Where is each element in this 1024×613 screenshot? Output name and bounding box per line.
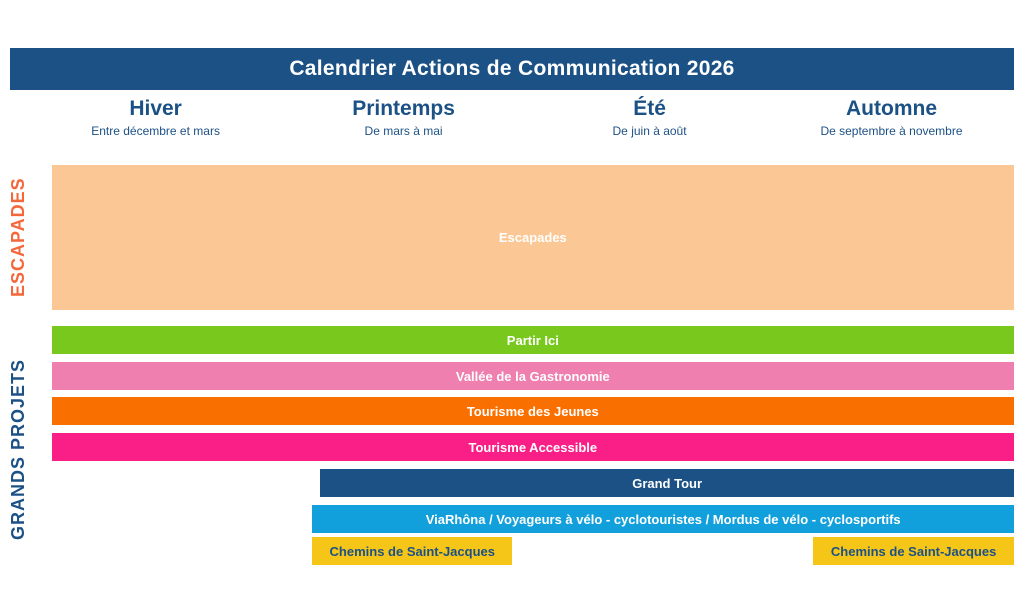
gantt-bar-label: Escapades bbox=[498, 230, 567, 245]
season-header-1 bbox=[36, 96, 276, 140]
gantt-bar-label: Tourisme Accessible bbox=[468, 439, 598, 455]
gantt-bar[interactable] bbox=[312, 505, 1014, 533]
gantt-bar-label: Tourisme des Jeunes bbox=[466, 403, 599, 419]
season-name: Été bbox=[633, 97, 666, 120]
group-label-escapades: ESCAPADES bbox=[8, 177, 28, 298]
season-range: De juin à août bbox=[612, 124, 687, 138]
gantt-bar[interactable] bbox=[52, 397, 1014, 425]
season-header-4 bbox=[772, 96, 1012, 140]
gantt-bar[interactable] bbox=[52, 165, 1014, 310]
gantt-bar[interactable] bbox=[52, 433, 1014, 461]
season-name: Printemps bbox=[352, 97, 455, 120]
gantt-bar[interactable] bbox=[312, 537, 512, 565]
page-title-bar bbox=[10, 48, 1014, 90]
season-header-3 bbox=[530, 96, 770, 140]
group-label-grands-projets: GRANDS PROJETS bbox=[8, 358, 28, 540]
season-name: Hiver bbox=[129, 97, 182, 120]
gantt-bar-label: Grand Tour bbox=[632, 475, 703, 491]
gantt-bar-label: Chemins de Saint-Jacques bbox=[329, 543, 495, 559]
gantt-bar-label: Vallée de la Gastronomie bbox=[455, 368, 610, 384]
gantt-bar[interactable] bbox=[52, 326, 1014, 354]
season-range: De septembre à novembre bbox=[820, 124, 963, 138]
season-name: Automne bbox=[846, 97, 937, 120]
page-title: Calendrier Actions de Communication 2026 bbox=[289, 57, 735, 80]
season-range: Entre décembre et mars bbox=[91, 124, 220, 138]
gantt-bar-label: ViaRhôna / Voyageurs à vélo - cyclotouristes / Mordus de vélo - cyclosportifs bbox=[425, 511, 901, 527]
gantt-bar-label: Partir Ici bbox=[506, 332, 559, 348]
gantt-bar[interactable] bbox=[320, 469, 1014, 497]
gantt-bar-label: Chemins de Saint-Jacques bbox=[830, 543, 997, 559]
season-header-row bbox=[10, 96, 1014, 146]
gantt-bar[interactable] bbox=[813, 537, 1014, 565]
season-header-2 bbox=[284, 96, 524, 140]
gantt-bar[interactable] bbox=[52, 362, 1014, 390]
season-range: De mars à mai bbox=[364, 124, 443, 138]
